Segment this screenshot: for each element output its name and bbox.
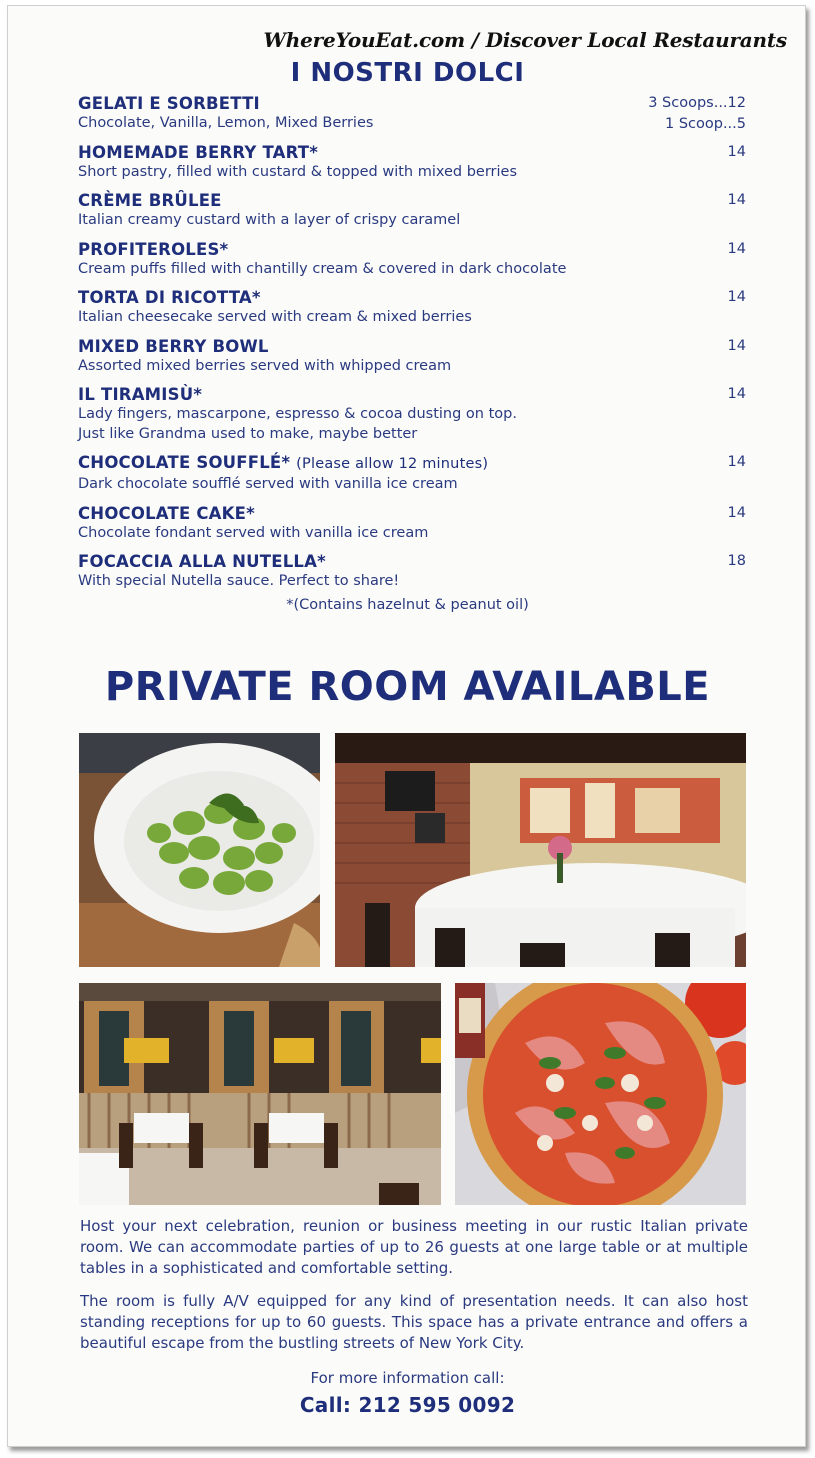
menu-item	[78, 384, 746, 444]
menu-item-description: Assorted mixed berries served with whipped cream	[78, 357, 452, 374]
menu-item-price	[728, 503, 746, 524]
phone-number[interactable]: Call: 212 595 0092	[299, 1393, 516, 1417]
menu-item	[78, 551, 746, 592]
menu-item-price-line: 14	[727, 240, 746, 257]
menu-item-price	[648, 93, 746, 135]
menu-item-description: Lady fingers, mascarpone, espresso & cocoa dusting on top.	[78, 406, 517, 422]
menu-item-name	[78, 452, 746, 475]
menu-item	[78, 239, 746, 280]
menu-item-description: With special Nutella sauce. Perfect to share!	[78, 573, 400, 589]
info-label: For more information call:	[310, 1369, 505, 1387]
menu-item-title: CHOCOLATE CAKE*	[78, 503, 255, 523]
menu-item-price	[728, 384, 746, 405]
menu-item-description: Short pastry, filled with custard & topped with mixed berries	[78, 163, 518, 180]
menu-item-title: CHOCOLATE SOUFFLÉ*	[78, 453, 291, 472]
menu-item-title: FOCACCIA ALLA NUTELLA*	[78, 552, 326, 571]
photo-prosciutto-pizza	[455, 983, 746, 1205]
menu-item-price-line: 14	[727, 192, 746, 208]
menu-item-description: Just like Grandma used to make, maybe better	[78, 425, 418, 442]
menu-item-name	[78, 384, 746, 405]
menu-item-description: Italian cheesecake served with cream & mixed berries	[78, 309, 472, 325]
private-room-av-description: The room is fully A/V equipped for any kind of presentation needs. It can also host standing receptions for up to 60 guests. This space has a private entrance and offers a beautiful escape from the bustling streets of New York City.	[80, 1292, 748, 1352]
menu-item-price-line: 14	[727, 337, 746, 354]
menu-item-price	[728, 336, 746, 357]
menu-item	[78, 190, 746, 231]
menu-item-name	[78, 239, 746, 260]
menu-item-title: CRÈME BRÛLEE	[78, 191, 222, 210]
menu-item-description: Dark chocolate soufflé served with vanilla ice cream	[78, 476, 458, 492]
menu-item-price-line: 14	[727, 504, 746, 521]
menu-item-description: Chocolate fondant served with vanilla ice cream	[78, 524, 429, 541]
menu-item-price-line: 14	[727, 454, 746, 470]
menu-item-title: GELATI E SORBETTI	[78, 94, 260, 113]
menu-item-name	[78, 190, 746, 211]
menu-item	[78, 452, 746, 495]
dessert-menu-list	[78, 93, 746, 600]
menu-item-price	[728, 551, 746, 572]
menu-item-title: HOMEMADE BERRY TART*	[78, 142, 319, 162]
menu-item-description: Cream puffs filled with chantilly cream & covered in dark chocolate	[78, 260, 567, 277]
allergen-note: *(Contains hazelnut & peanut oil)	[286, 597, 529, 613]
menu-item-price-line: 3 Scoops...12	[648, 95, 746, 111]
menu-item-price-line: 18	[727, 553, 746, 569]
menu-item-note: (Please allow 12 minutes)	[296, 456, 489, 472]
menu-item-price	[728, 287, 746, 308]
photo-main-dining-room	[79, 983, 441, 1205]
menu-item-description: Chocolate, Vanilla, Lemon, Mixed Berries	[78, 115, 374, 131]
menu-item-name	[78, 551, 746, 572]
menu-item	[78, 142, 746, 183]
private-room-description: Host your next celebration, reunion or business meeting in our rustic Italian private room. We can accommodate parties of up to 26 guests at one large table or at multiple tables in a sophisticated and comfortable setting.	[80, 1217, 748, 1277]
photo-private-dining-room	[335, 733, 746, 967]
menu-item-name	[78, 287, 746, 308]
menu-item-name	[78, 503, 746, 524]
menu-item	[78, 287, 746, 328]
menu-item-price	[728, 142, 746, 163]
menu-item-price	[728, 452, 746, 473]
menu-item	[78, 336, 746, 377]
menu-item-title: TORTA DI RICOTTA*	[78, 288, 261, 307]
menu-item-name	[78, 93, 746, 114]
menu-item-name	[78, 142, 746, 163]
menu-item-price	[728, 190, 746, 211]
menu-item	[78, 93, 746, 134]
menu-item-title: MIXED BERRY BOWL	[78, 336, 269, 356]
menu-item	[78, 503, 746, 544]
menu-item-price-line: 14	[727, 289, 746, 305]
menu-item-title: IL TIRAMISÙ*	[78, 385, 203, 404]
menu-item-name	[78, 336, 746, 357]
menu-item-price	[728, 239, 746, 260]
watermark: WhereYouEat.com / Discover Local Restaurants	[263, 28, 787, 52]
menu-item-price-line: 14	[727, 386, 746, 402]
photo-gnocchi-pesto	[79, 733, 320, 967]
private-room-title: PRIVATE ROOM AVAILABLE	[104, 664, 711, 710]
menu-item-title: PROFITEROLES*	[78, 239, 229, 259]
menu-item-description: Italian creamy custard with a layer of crispy caramel	[78, 212, 461, 228]
menu-item-price-line: 14	[727, 143, 746, 160]
menu-item-price-line: 1 Scoop...5	[664, 116, 746, 132]
section-title-dolci: I NOSTRI DOLCI	[290, 58, 525, 88]
